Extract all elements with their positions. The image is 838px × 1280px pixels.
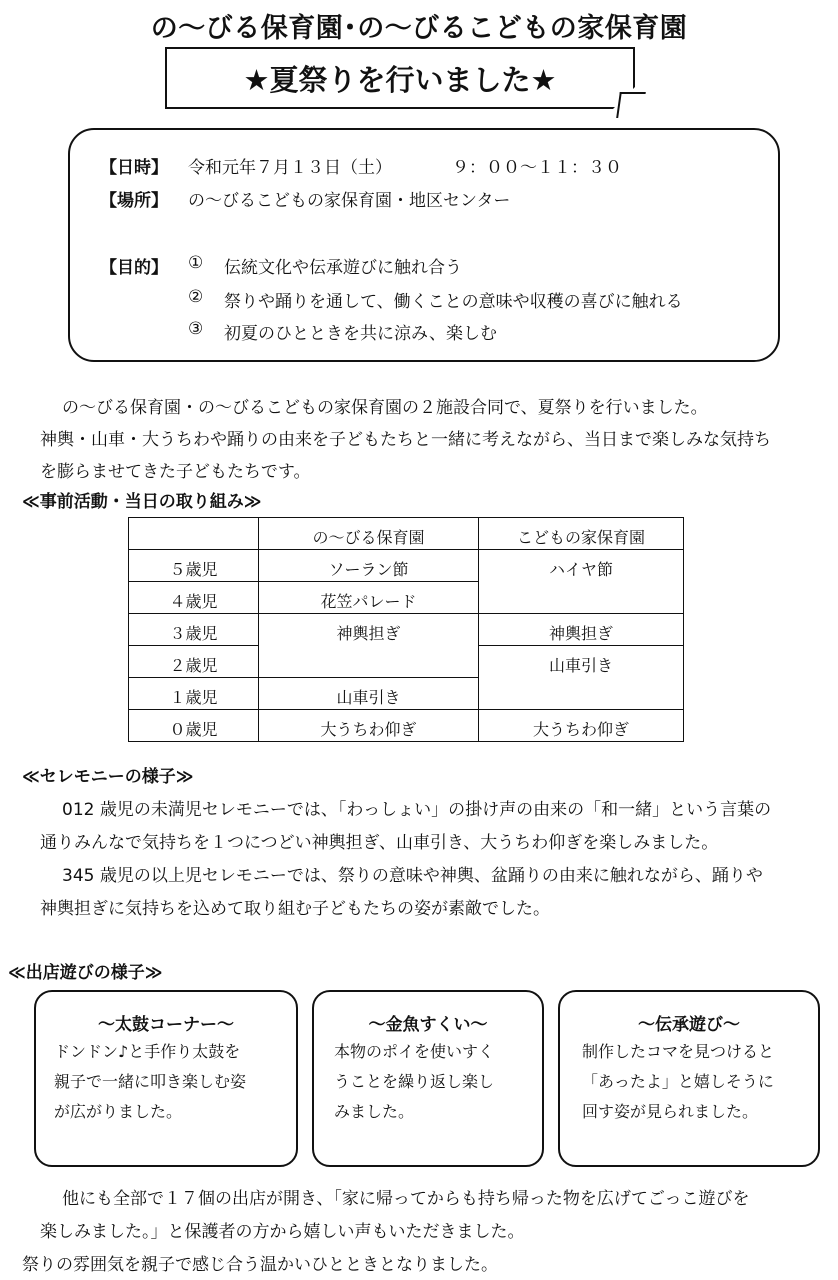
date-label: 【日時】 [100, 158, 168, 178]
kodomo-cell: ハイヤ節 [479, 550, 684, 614]
nobiru-cell: 神輿担ぎ [259, 614, 479, 678]
stall-body [334, 1037, 542, 1127]
stall-card-traditional-games [558, 990, 820, 1167]
stall-line: みました。 [334, 1102, 415, 1121]
nobiru-cell: 花笠パレード [259, 582, 479, 614]
nobiru-cell: 山車引き [259, 678, 479, 710]
purpose-number: ③ [188, 319, 204, 339]
organization-title: の～びる保育園･の～びるこどもの家保育園 [150, 13, 688, 44]
nobiru-cell: ソーラン節 [259, 550, 479, 582]
stall-line: 「あったよ」と嬉しそうに [582, 1072, 774, 1091]
stall-line: ドンドン♪と手作り太鼓を [54, 1042, 241, 1061]
age-cell: １歳児 [129, 678, 259, 710]
purpose-text: 祭りや踊りを通して、働くことの意味や収穫の喜びに触れる [224, 292, 683, 312]
table-header-row [129, 518, 684, 550]
table-header-kodomo: こどもの家保育園 [479, 518, 684, 550]
purpose-number: ② [188, 287, 204, 307]
place-value: の～びるこどもの家保育園・地区センター [188, 191, 511, 211]
stall-line: 制作したコマを見つけると [582, 1042, 775, 1061]
intro-line: を膨らませてきた子どもたちです。 [40, 462, 311, 482]
closing-line: 祭りの雰囲気を親子で感じ合う温かいひとときとなりました。 [22, 1255, 498, 1275]
ceremony-line: 通りみんなで気持ちを１つにつどい神輿担ぎ、山車引き、大うちわ仰ぎを楽しみました。 [40, 833, 719, 853]
stall-title: ～伝承遊び～ [638, 1015, 740, 1035]
purpose-number: ① [188, 253, 204, 273]
nobiru-cell: 大うちわ仰ぎ [259, 710, 479, 742]
ceremony-line: 345 歳児の以上児セレモニーでは、祭りの意味や神輿、盆踊りの由来に触れながら、踊りや [62, 866, 763, 886]
ceremony-line: 012 歳児の未満児セレモニーでは、「わっしょい」の掛け声の由来の「和一緒」という言葉の [62, 800, 772, 820]
stall-body [582, 1037, 818, 1127]
stalls-heading: ≪出店遊びの様子≫ [8, 963, 163, 983]
kodomo-cell: 大うちわ仰ぎ [479, 710, 684, 742]
intro-line: 神輿・山車・大うちわや踊りの由来を子どもたちと一緒に考えながら、当日まで楽しみな気持ち [40, 430, 771, 450]
stall-card-taiko [34, 990, 298, 1167]
activities-table [128, 517, 684, 742]
purpose-text: 初夏のひとときを共に涼み、楽しむ [224, 324, 498, 344]
kodomo-cell: 山車引き [479, 646, 684, 710]
purpose-text: 伝統文化や伝承遊びに触れ合う [224, 258, 462, 278]
table-header-blank [129, 518, 259, 550]
stall-title: ～太鼓コーナー～ [98, 1015, 234, 1035]
activities-heading: ≪事前活動・当日の取り組み≫ [22, 492, 262, 512]
stall-line: 親子で一緒に叩き楽しむ姿 [54, 1072, 247, 1091]
table-row [129, 614, 684, 646]
stall-body [54, 1037, 296, 1127]
stall-card-goldfish [312, 990, 544, 1167]
stall-line: 回す姿が見られました。 [582, 1102, 759, 1121]
purpose-label: 【目的】 [100, 258, 168, 278]
closing-line: 他にも全部で１７個の出店が開き、「家に帰ってからも持ち帰った物を広げてごっこ遊びを [62, 1189, 750, 1209]
age-cell: ４歳児 [129, 582, 259, 614]
table-header-nobiru: の～びる保育園 [259, 518, 479, 550]
table-row [129, 710, 684, 742]
table-row [129, 550, 684, 582]
intro-line: の～びる保育園・の～びるこどもの家保育園の２施設合同で、夏祭りを行いました。 [62, 398, 708, 418]
age-cell: ５歳児 [129, 550, 259, 582]
place-label: 【場所】 [100, 191, 168, 211]
event-title: ★夏祭りを行いました★ [243, 63, 557, 97]
age-cell: ０歳児 [129, 710, 259, 742]
kodomo-cell: 神輿担ぎ [479, 614, 684, 646]
stall-line: が広がりました。 [54, 1102, 183, 1121]
stall-line: うことを繰り返し楽し [334, 1072, 495, 1091]
time-value: ９：００～１１：３０ [452, 158, 622, 178]
ceremony-line: 神輿担ぎに気持ちを込めて取り組む子どもたちの姿が素敵でした。 [40, 899, 550, 919]
age-cell: ２歳児 [129, 646, 259, 678]
ceremony-heading: ≪セレモニーの様子≫ [22, 767, 194, 787]
age-cell: ３歳児 [129, 614, 259, 646]
closing-line: 楽しみました。」と保護者の方から嬉しい声もいただきました。 [40, 1222, 525, 1242]
stall-title: ～金魚すくい～ [368, 1015, 488, 1035]
date-value: 令和元年７月１３日（土） [188, 158, 392, 178]
stall-line: 本物のポイを使いすく [334, 1042, 495, 1061]
